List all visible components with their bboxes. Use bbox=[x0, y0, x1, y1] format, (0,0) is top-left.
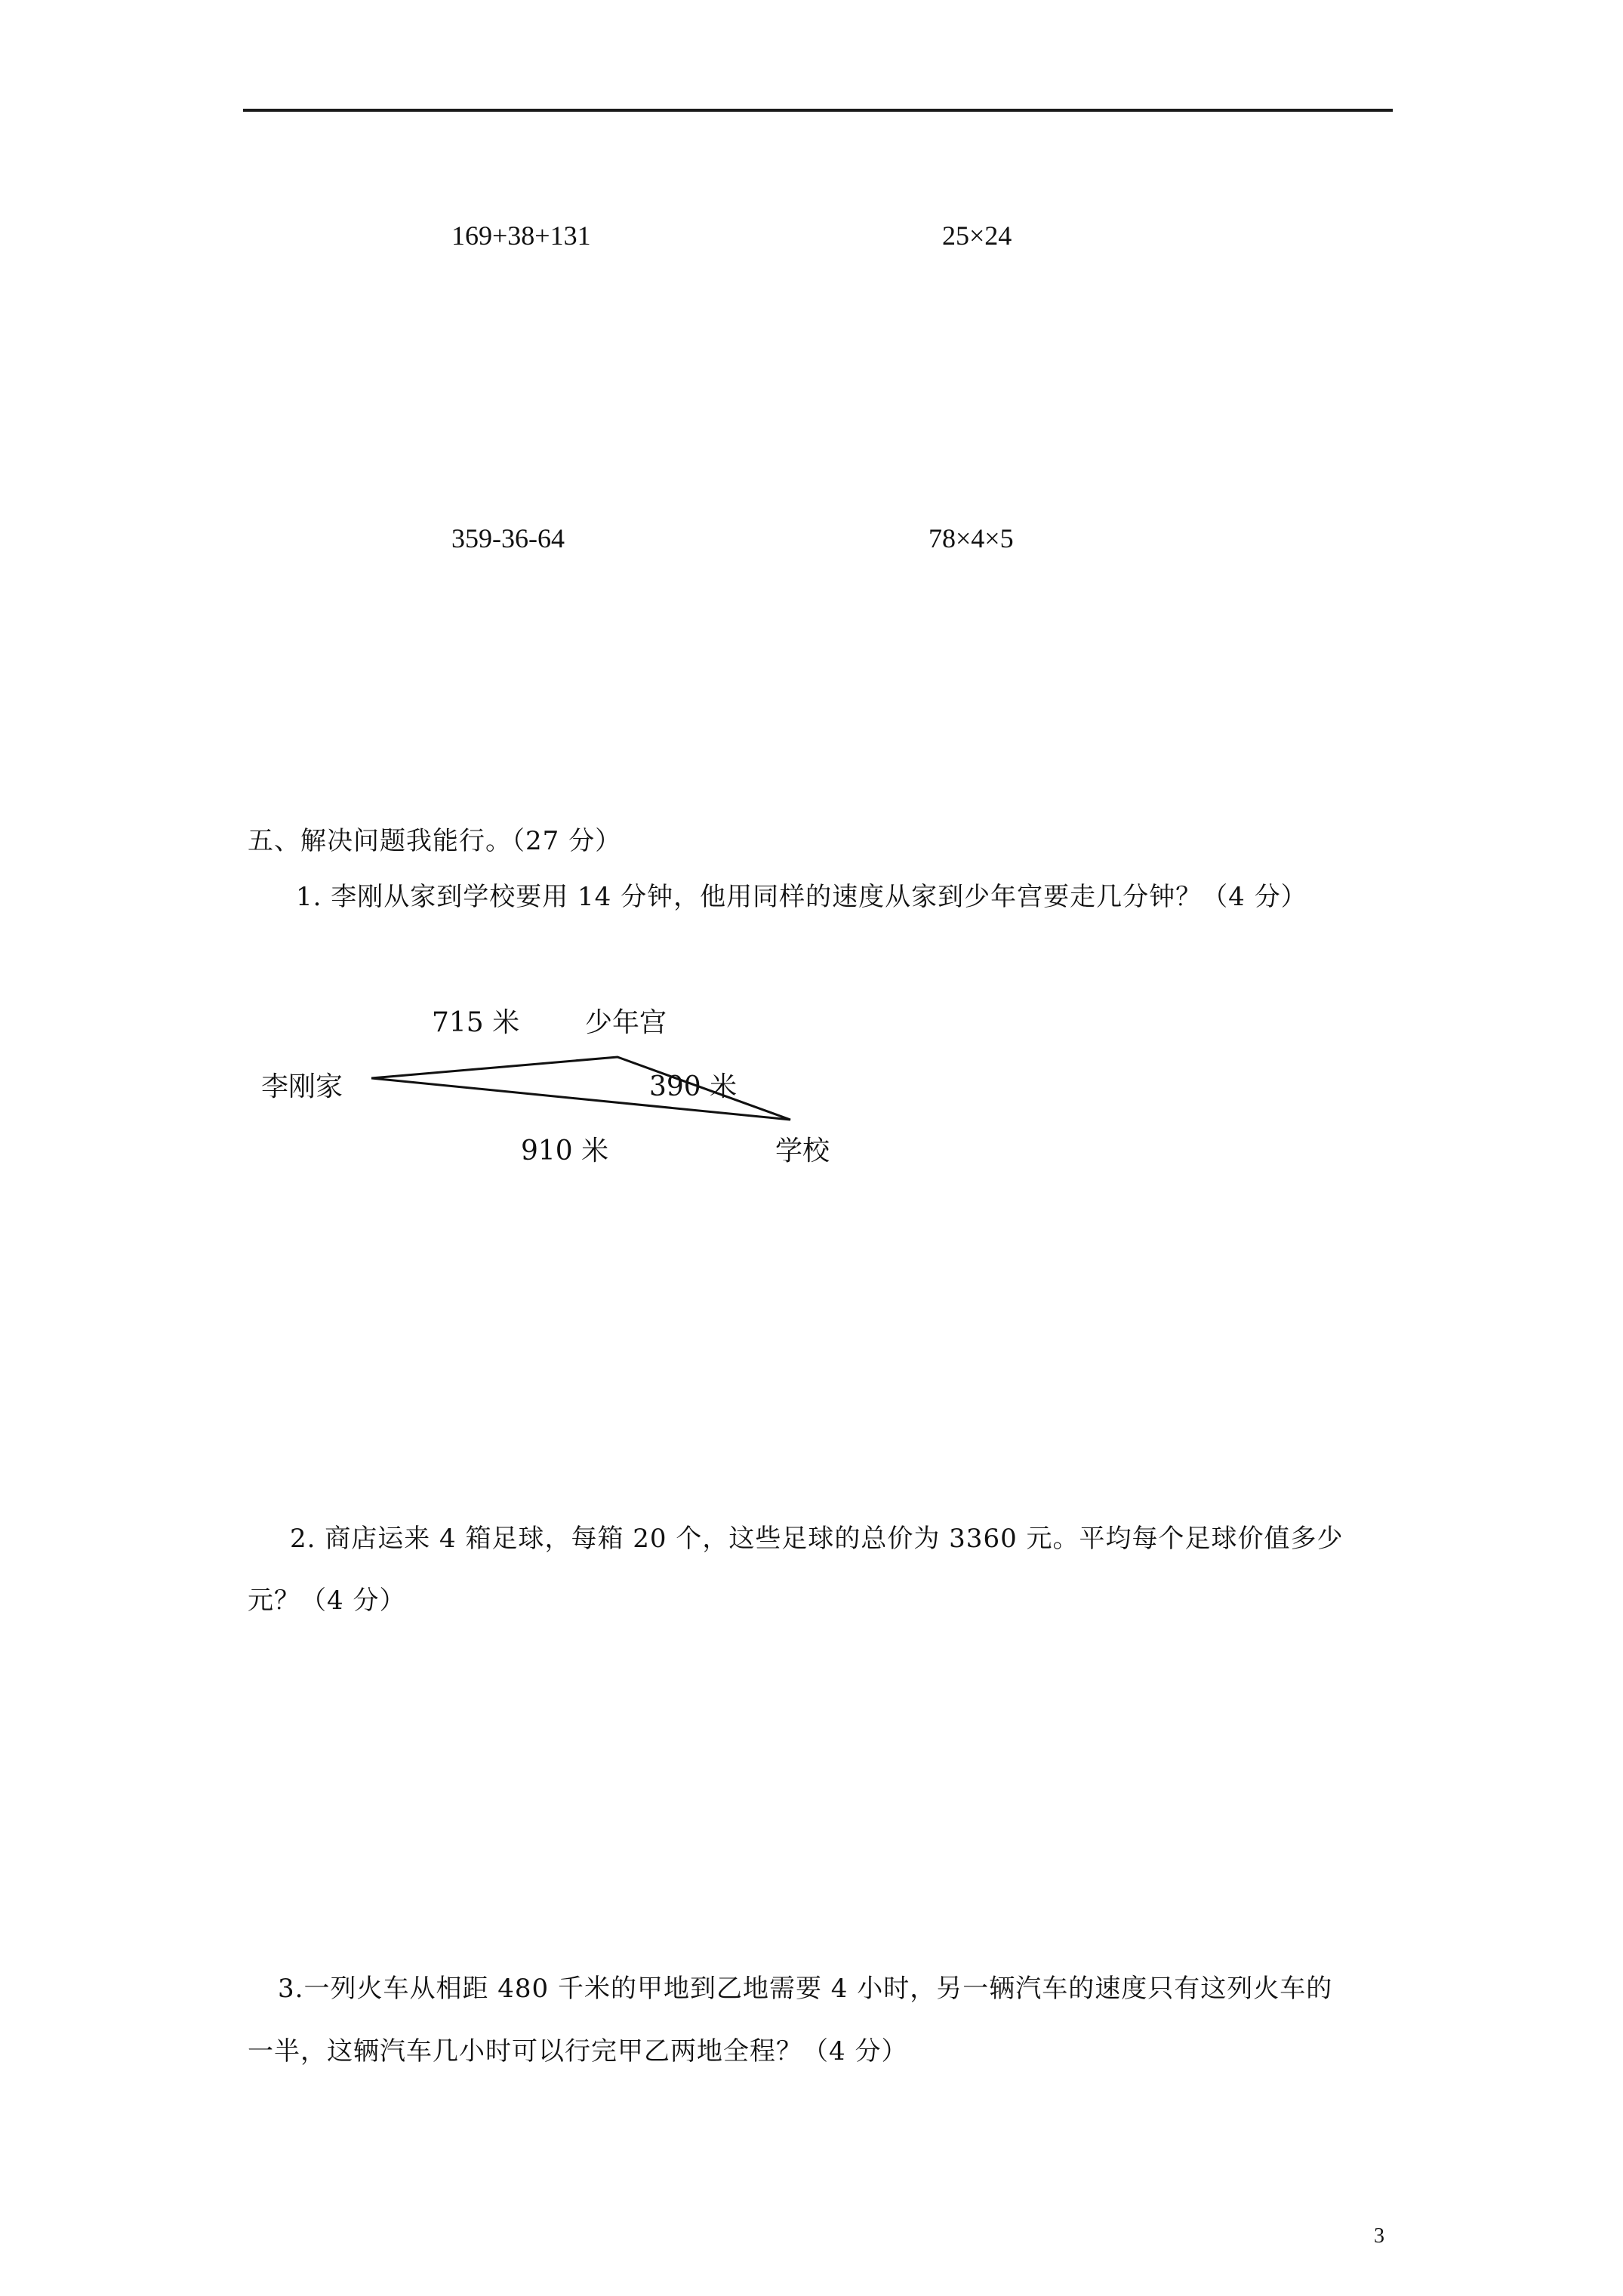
expression-1: 169+38+131 bbox=[451, 220, 591, 251]
label-home-to-school: 910 米 bbox=[521, 1136, 609, 1166]
label-home: 李刚家 bbox=[261, 1071, 343, 1102]
expression-3: 359-36-64 bbox=[451, 523, 565, 553]
section-heading: 五、解决问题我能行。（27 分） bbox=[248, 826, 622, 856]
expression-2: 25×24 bbox=[942, 220, 1012, 251]
question-2-line-1: 2. 商店运来 4 箱足球，每箱 20 个，这些足球的总价为 3360 元。平均每个足球价值多少 bbox=[290, 1524, 1344, 1554]
question-3-line-1: 3.一列火车从相距 480 千米的甲地到乙地需要 4 小时，另一辆汽车的速度只有这列火车的 bbox=[278, 1974, 1333, 2004]
expression-4: 78×4×5 bbox=[929, 523, 1014, 553]
label-palace-to-school: 390 米 bbox=[649, 1071, 738, 1102]
page-number: 3 bbox=[1374, 2224, 1384, 2248]
label-palace: 少年宫 bbox=[585, 1007, 667, 1038]
question-1-text: 1. 李刚从家到学校要用 14 分钟，他用同样的速度从家到少年宫要走几分钟？（4 分） bbox=[296, 882, 1307, 912]
label-school: 学校 bbox=[775, 1136, 830, 1166]
question-2-line-2: 元？（4 分） bbox=[248, 1586, 406, 1616]
label-home-to-palace: 715 米 bbox=[432, 1007, 520, 1038]
question-3-line-2: 一半，这辆汽车几小时可以行完甲乙两地全程？（4 分） bbox=[248, 2036, 908, 2066]
